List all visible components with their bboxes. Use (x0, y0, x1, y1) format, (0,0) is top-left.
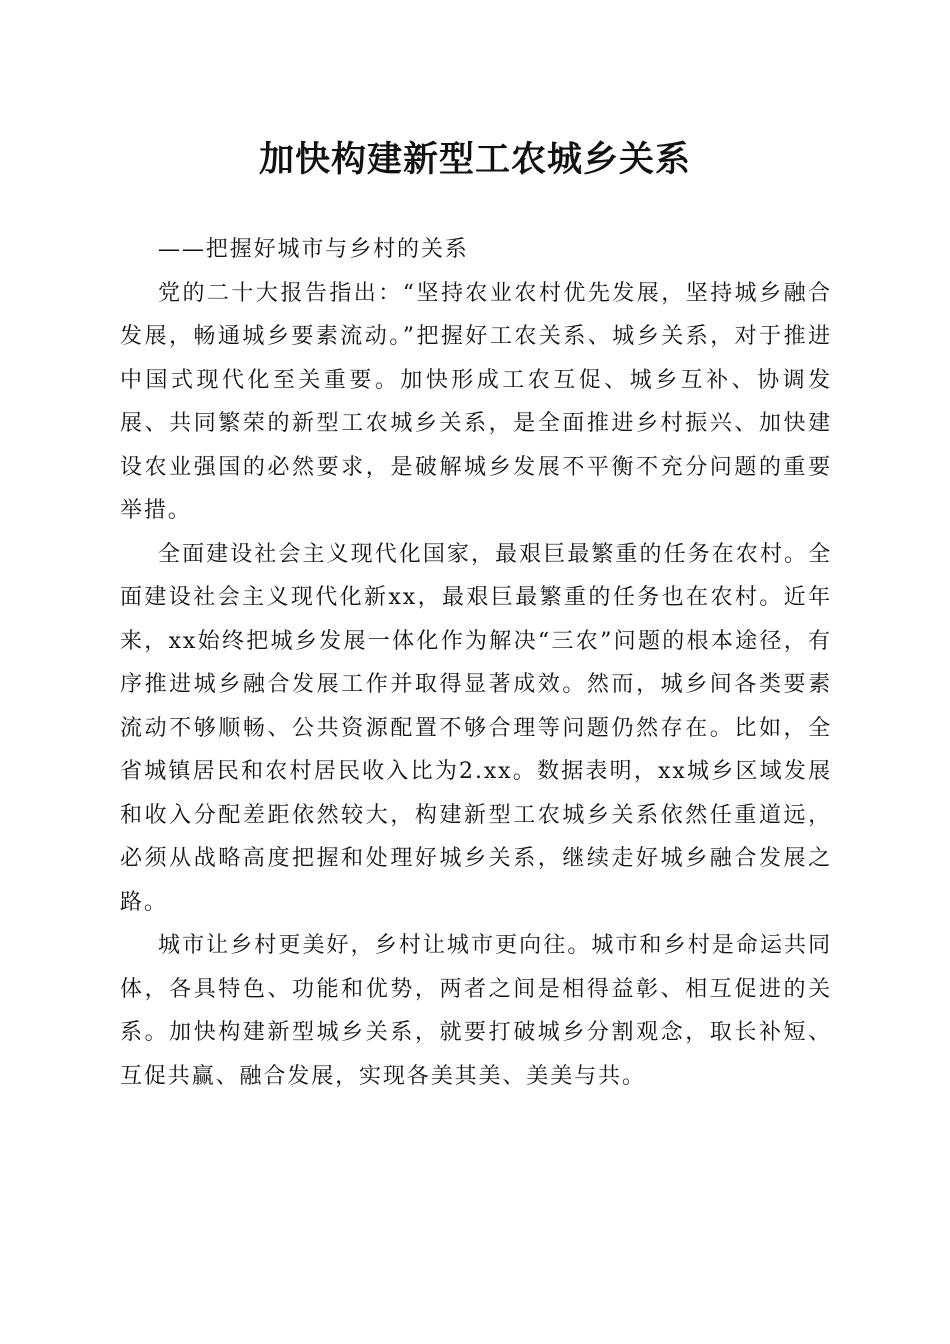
paragraph-2: 全面建设社会主义现代化国家，最艰巨最繁重的任务在农村。全面建设社会主义现代化新xx，最艰巨最繁重的任务也在农村。近年来，xx始终把城乡发展一体化作为解决“三农”问题的根本途径，有序推进城乡融合发展工作并取得显著成效。然而，城乡间各类要素流动不够顺畅、公共资源配置不够合理等问题仍然存在。比如，全省城镇居民和农村居民收入比为2.xx。数据表明，xx城乡区域发展和收入分配差距依然较大，构建新型工农城乡关系依然任重道远，必须从战略高度把握和处理好城乡关系，继续走好城乡融合发展之路。 (120, 541, 832, 915)
document-title: 加快构建新型工农城乡关系 (258, 139, 691, 180)
paragraph-1: 党的二十大报告指出：“坚持农业农村优先发展，坚持城乡融合发展，畅通城乡要素流动。”把握好工农关系、城乡关系，对于推进中国式现代化至关重要。加快形成工农互促、城乡互补、协调发展、共同繁荣的新型工农城乡关系，是全面推进乡村振兴、加快建设农业强国的必然要求，是破解城乡发展不平衡不充分问题的重要举措。 (120, 280, 832, 523)
document-body (120, 228, 832, 1098)
document-subtitle: ——把握好城市与乡村的关系 (158, 237, 469, 262)
paragraph-3: 城市让乡村更美好，乡村让城市更向往。城市和乡村是命运共同体，各具特色、功能和优势，两者之间是相得益彰、相互促进的关系。加快构建新型城乡关系，就要打破城乡分割观念，取长补短、互促共赢、融合发展，实现各美其美、美美与共。 (120, 933, 832, 1089)
